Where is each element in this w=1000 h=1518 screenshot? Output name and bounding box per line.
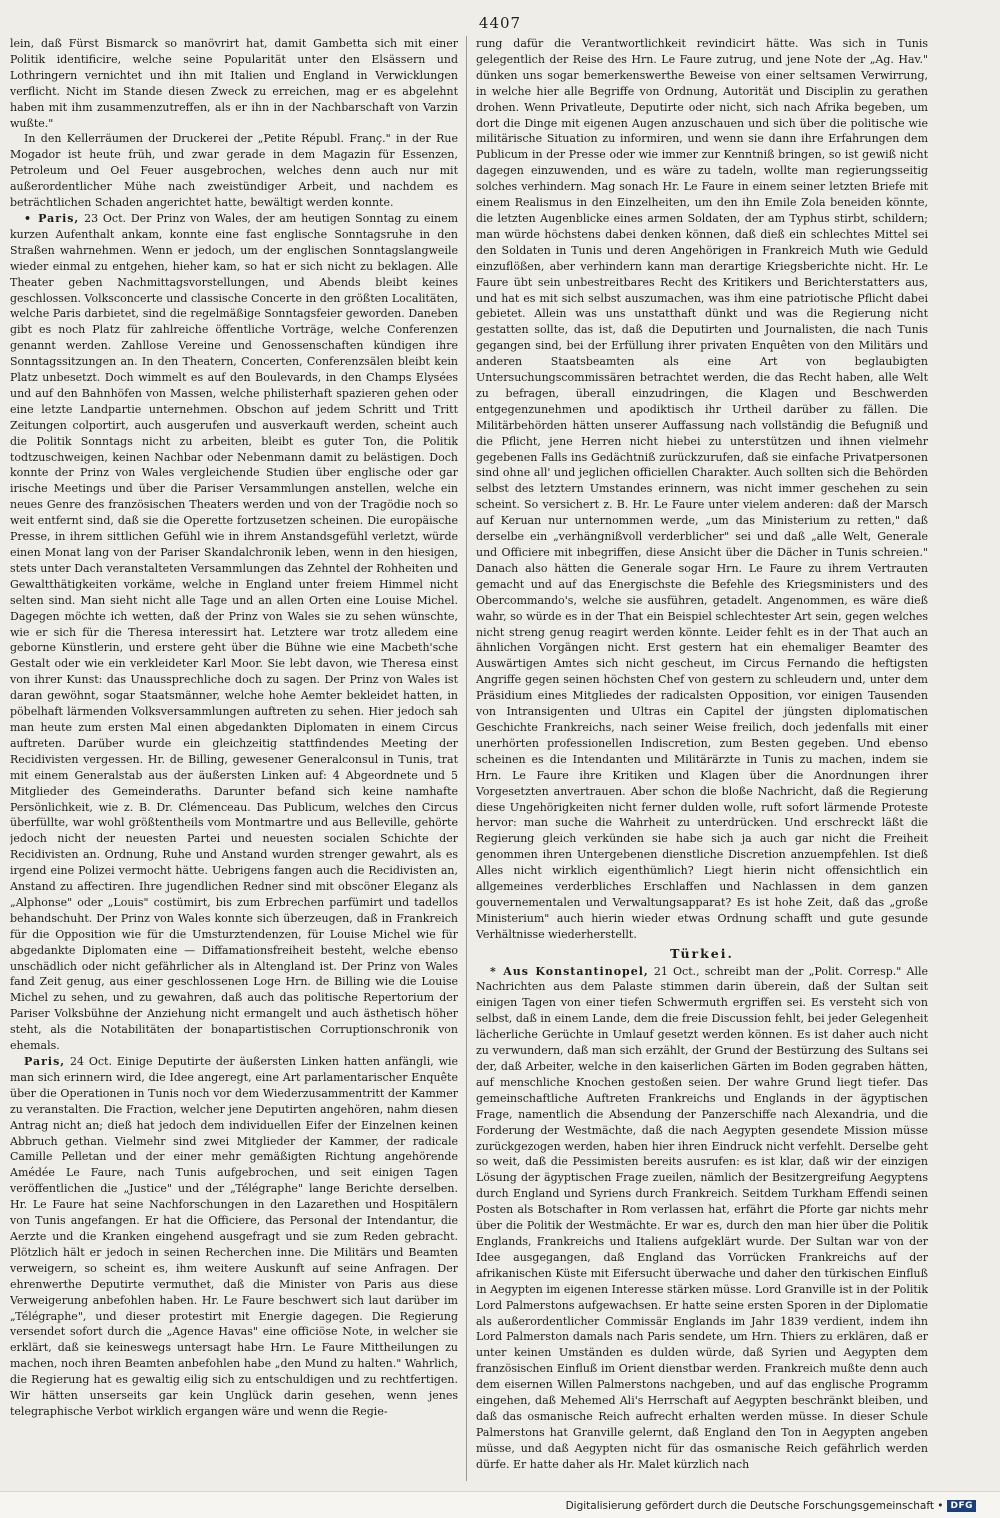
dfg-logo-icon: DFG xyxy=(947,1500,976,1512)
article-bismarck-continuation: lein, daß Fürst Bismarck so manövrirt hat, damit Gambetta sich mit einer Politik identificire, welche seine Popularität unter den Elsässern und Lothringern vernichtet und ihn mit Italien und England in Verwicklungen verflicht. Nicht im Stande diesen Zweck zu erreichen, mag er es abgelehnt haben mit ihm zusammenzutreffen, als er ihn in der Nachbarschaft von Varzin wußte." xyxy=(10,37,458,130)
dateline-place: • Paris, xyxy=(24,211,80,225)
left-column xyxy=(10,36,458,1488)
article-printing-house-fire: In den Kellerräumen der Druckerei der „Petite Républ. Franç." in der Rue Mogador ist heute früh, und zwar gerade in dem Magazin für Essenzen, Petroleum und Oel Feuer ausgebrochen, welches denn auch nur mit außerordentlicher Mühe nach zweistündiger Arbeit, und nachdem es beträchtlichen Schaden angerichtet hatte, bewältigt werden konnte. xyxy=(10,132,458,210)
dateline-place: Paris, xyxy=(24,1055,66,1068)
footer-credit-text: Digitalisierung gefördert durch die Deutsche Forschungsgemeinschaft • xyxy=(565,1500,944,1512)
page-number: 4407 xyxy=(478,14,522,32)
dateline-date: 23 Oct. xyxy=(84,211,126,225)
article-paris-24-oct xyxy=(10,1054,458,1420)
article-body: 21 Oct., schreibt man der „Polit. Corresp." Alle Nachrichten aus dem Palaste stimmen darin überein, daß der Sultan seit einigen Tagen von einer tiefen Schwermuth ergriffen sei. Es versteht sich von selbst, daß in einem Lande, dem die freie Discussion fehlt, bei jeder Gelegenheit lächerliche Gerüchte in Umlauf gesetzt werden können. Es ist daher auch nicht zu verwundern, daß man sich erzählt, der Grund der Bestürzung des Sultans sei der, daß Arbeiter, welche in den kaiserlichen Gärten im Boden gegraben hätten, auf menschliche Knochen gestoßen seien. Der wahre Grund liegt tiefer. Das gemeinschaftliche Auftreten Frankreichs und Englands in der ägyptischen Frage, namentlich die Absendung der Panzerschiffe nach Alexandria, und die Forderung der Westmächte, daß die nach Aegypten gesendete Mission müsse zurückgezogen werden, haben hier ihren Eindruck nicht verfehlt. Derselbe geht so weit, daß die Pessimisten bereits ausrufen: es ist klar, daß wir der einzigen Lösung der ägyptischen Frage zueilen, nämlich der Besitzergreifung Aegyptens durch England und Syriens durch Frankreich. Seitdem Turkham Effendi seinen Posten als Botschafter in Rom verlassen hat, erfährt die Pforte gar nichts mehr über die Politik der Westmächte. Er war es, durch den man hier über die Politik Englands, Frankreichs und Italiens aufgeklärt wurde. Der Sultan war von der Idee ausgegangen, daß England das Vorrücken Frankreichs auf der afrikanischen Küste mit Eifersucht überwache und daher den türkischen Einfluß in Aegypten im eigenen Interesse stärken müsse. Lord Granville ist in der Politik Lord Palmerstons aufgewachsen. Er hatte seine ersten Sporen in der Diplomatie als außerordentlicher Commissär Englands im Jahr 1839 verdient, indem ihn Lord Palmerston damals nach Paris sendete, um Hrn. Thiers zu erklären, daß er unter keinen Umständen es dulden würde, daß Syrien und Aegypten dem französischen Einfluß im Orient dienstbar werden. Frankreich mußte denn auch dem eisernen Willen Palmerstons nachgeben, und auf das englische Programm eingehen, daß Mehemed Ali's Herrschaft auf Aegypten beschränkt bleiben, und daß das osmanische Reich aufrecht erhalten werden müsse. In dieser Schule Palmerstons hat Granville gelernt, daß England den Ton in Aegypten angeben müsse, und daß Aegypten nicht für das osmanische Reich gefährlich werden dürfe. Er hatte daher als Hr. Malet kürzlich nach xyxy=(476,964,928,1471)
article-konstantinopel xyxy=(476,964,928,1473)
section-heading-tuerkei: Türkei. xyxy=(670,945,734,961)
dateline-place: * Aus Konstantinopel, xyxy=(490,964,649,978)
article-body: Einige Deputirte der äußersten Linken hatten anfängli, wie man sich erinnern wird, die Idee angeregt, eine Art parlamentarischer Enquête über die Operationen in Tunis noch vor dem Wiederzusammentritt der Kammer zu veranstalten. Die Fraction, welcher jene Deputirten angehören, nahm diesen Antrag nicht an; dieß hat jedoch dem individuellen Eifer der Einzelnen keinen Abbruch gethan. Vielmehr sind zwei Mitglieder der Kammer, der radicale Camille Pelletan und der einer mehr gemäßigten Richtung angehörende Amédée Le Faure, nach Tunis aufgebrochen, und seit einigen Tagen veröffentlichen die „Justice" und der „Télégraphe" lange Berichte derselben. Hr. Le Faure hat seine Nachforschungen in den Lazarethen und Hospitälern von Tunis angefangen. Er hat die Officiere, das Personal der Intendantur, die Aerzte und die Kranken eingehend ausgefragt und sie zum Reden gebracht. Plötzlich hält er jedoch in seinen Recherchen inne. Die Militärs und Beamten verweigern, so scheint es, ihm weitere Auskunft auf seine Anfragen. Der ehrenwerthe Deputirte vermuthet, daß die Minister von Paris aus diese Verweigerung anbefohlen haben. Hr. Le Faure beschwert sich laut darüber im „Télégraphe", und dieser protestirt mit Energie dagegen. Die Regierung versendet sofort durch die „Agence Havas" eine officiöse Note, in welcher sie erklärt, daß sie keineswegs untersagt habe Hrn. Le Faure Mittheilungen zu machen, noch ihren Beamten anbefohlen habe „den Mund zu halten." Wahrlich, die Regierung hat es gewaltig eilig sich zu entschuldigen und zu rechtfertigen. Wir hätten unserseits gar kein Unglück darin gesehen, wenn jenes telegraphische Verbot wirklich ergangen wäre und wenn die Regie- xyxy=(10,1055,458,1418)
article-paris-continuation: rung dafür die Verantwortlichkeit revindicirt hätte. Was sich in Tunis gelegentlich der Reise des Hrn. Le Faure zutrug, und jene Note der „Ag. Hav." dünken uns sogar bemerkenswerthe Beweise von einer seltsamen Verwirrung, in welche hier alle Begriffe von Ordnung, Autorität und Disciplin zu gerathen drohen. Wenn Privatleute, Deputirte oder nicht, sich nach Afrika begeben, um dort die Dinge mit eigenen Augen anzuschauen und sich über die politische wie militärische Situation zu informiren, und wenn sie dann ihre Erfahrungen dem Publicum in der Presse oder wie immer zur Kenntniß bringen, so ist gewiß nicht dagegen einzuwenden, und es wäre zu tadeln, wollte man regierungsseitig solches verhindern. Mag sonach Hr. Le Faure in einem seiner letzten Briefe mit einem Realismus in den Einzelheiten, um den ihn Emile Zola beneiden könnte, die letzten Augenblicke eines armen Soldaten, der am Typhus stirbt, schildern; man würde höchstens dabei denken können, daß dieß ein schlechtes Mittel sei den Soldaten in Tunis und deren Angehörigen in Frankreich Muth wie Geduld einzuflößen, aber verhindern kann man derartige Kriegsberichte nicht. Hr. Le Faure übt sein unbestreitbares Recht des Kritikers und Berichterstatters aus, und hat es mit sich selbst auszumachen, was ihm eine patriotische Pflicht dabei gebietet. Allein was uns unstatthaft dünkt und was die Regierung nicht gestatten sollte, das ist, daß die Deputirten und Journalisten, die nach Tunis gegangen sind, bei der Erfüllung ihrer privaten Enquêten von den Militärs und anderen Staatsbeamten als eine Art von beglaubigten Untersuchungscommissären betrachtet werden, die das Recht haben, alle Welt zu befragen, überall einzudringen, die Klagen und Beschwerden entgegenzunehmen und apodiktisch ihr Urtheil darüber zu fällen. Die Militärbehörden hätten unserer Auffassung nach vollständig die Befugniß und die Pflicht, jene Herren nicht hiebei zu unterstützen und ihnen vielmehr gegebenen Falls ins Gedächtniß zurückzurufen, daß sie einfache Privatpersonen sind ohne all' und jeglichen officiellen Charakter. Auch sollten sich die Behörden selbst des letztern Umstandes erinnern, was nicht immer geschehen zu sein scheint. So versichert z. B. Hr. Le Faure unter vielem anderen: daß der Marsch auf Keruan nur unternommen werde, „um das Ministerium zu retten," daß derselbe ein „verhängnißvoll verderblicher" sei und daß „alle Welt, Generale und Officiere mit inbegriffen, diese Ansicht über die Dächer in Tunis schreien." Danach also hätten die Generale sogar Hrn. Le Faure zu ihrem Vertrauten gemacht und auf das Energischste die Befehle des Kriegsministers und des Obercommando's, welche sie ausführen, getadelt. Angenommen, es wäre dieß wahr, so würde es in der That ein Beispiel schlechtester Art sein, gegen welches nicht streng genug reagirt werden könnte. Leider fehlt es in der That auch an ähnlichen Vorgängen nicht. Erst gestern hat ein ehemaliger Beamter des Auswärtigen Amtes sich nicht gescheut, im Circus Fernando die heftigsten Angriffe gegen seinen höchsten Chef von gestern zu schleudern und, unter dem Präsidium eines Mitgliedes der radicalsten Opposition, vor einigen Tausenden von Intransigenten und Ultras ein Capitel der jüngsten diplomatischen Geschichte Frankreichs, nach seiner Weise freilich, doch jedenfalls mit einer unerhörten professionellen Indiscretion, zum Besten gegeben. Und ebenso scheinen es die Intendanten und Militärärzte in Tunis zu machen, indem sie Hrn. Le Faure ihre Kritiken und Klagen über die Anordnungen ihrer Vorgesetzten anvertrauen. Aber schon die bloße Nachricht, daß die Regierung diese Ungehörigkeiten nicht ferner dulden wolle, ruft sofort lärmende Proteste hervor: man suche die Wahrheit zu unterdrücken. Und erschreckt läßt die Regierung gleich verkünden sie habe sich ja auch gar nicht die Freiheit genommen ihren Untergebenen dienstliche Discretion anzuempfehlen. Ist dieß Alles nicht wirklich eigenthümlich? Liegt hierin nicht offensichtlich ein allgemeines verderbliches Erschlaffen und Nachlassen in dem ganzen gouvernementalen und Verwaltungsapparat? Es ist hohe Zeit, daß das „große Ministerium" auch hierin wieder etwas Ordnung schafft und gute gesunde Verhältnisse wiederherstellt. xyxy=(476,37,928,941)
footer-credit xyxy=(566,1500,976,1512)
article-body: Der Prinz von Wales, der am heutigen Sonntag zu einem kurzen Aufenthalt ankam, konnte eine fast englische Sonntagsruhe in den Straßen wahrnehmen. Wenn er jedoch, um der englischen Sonntagslangweile wieder einmal zu entgehen, hieher kam, so hat er sich nicht zu beklagen. Alle Theater geben Nachmittagsvorstellungen, und Abends bleibt keines geschlossen. Volksconcerte und classische Concerte in den größten Localitäten, welche Paris darbietet, sind die regelmäßige Sonntagsfeier geworden. Daneben gibt es noch Platz für zahlreiche öffentliche Vorträge, welche Conferenzen genannt werden. Zahllose Vereine und Genossenschaften kündigen ihre Sonntagssitzungen an. In den Theatern, Concerten, Conferenzsälen bleibt kein Platz unbesetzt. Doch wimmelt es auf den Boulevards, in den Champs Elysées und auf den Bahnhöfen von Massen, welche philisterhaft spazieren gehen oder eine letzte Landpartie unternehmen. Obschon auf jedem Schritt und Tritt Zeitungen colportirt, auch ausgerufen und ausverkauft werden, scheint auch die Politik Sonntags nicht zu arbeiten, bleibt es guter Ton, die Politik todtzuschweigen, keinen Nachbar oder Nebenmann damit zu belästigen. Doch konnte der Prinz von Wales vergleichende Studien über englische oder gar irische Meetings und über die Pariser Versammlungen anstellen, welche ein neues Genre des französischen Theaters werden und von der Tragödie noch so weit entfernt sind, daß sie die Operette fortzusetzen scheinen. Die europäische Presse, in ihrem sittlichen Gefühl wie in ihrem Anstandsgefühl verletzt, würde einen Monat lang von der Pariser Skandalchronik leben, wenn in den hiesigen, stets unter Dach veranstalteten Versammlungen das Zehntel der Rohheiten und Gewaltthätigkeiten vorkäme, welche in England unter freiem Himmel nicht selten sind. Man sieht nicht alle Tage und an allen Orten eine Louise Michel. Dagegen möchte ich wetten, daß der Prinz von Wales sie zu sehen wünschte, wie er sich für die Theresa interessirt hat. Letztere war trotz alledem eine geborne Künstlerin, und erstere geht über die Bühne wie eine Macbeth'sche Gestalt oder wie ein verkleideter Karl Moor. Sie lebt davon, wie Theresa einst von ihrer Kunst: das Unaussprechliche doch zu sagen. Der Prinz von Wales ist daran gewöhnt, sogar Staatsmänner, welche hohe Aemter bekleidet hatten, in pöbelhaft lärmenden Volksversammlungen auftreten zu sehen. Hier jedoch sah man heute zum ersten Mal einen abgedankten Diplomaten in einem Circus auftreten. Darüber wurde ein gleichzeitig stattfindendes Meeting der Recidivisten vergessen. Hr. de Billing, gewesener Generalconsul in Tunis, trat mit einem Generalstab aus der äußersten Linken auf: 4 Abgeordnete und 5 Mitglieder des Gemeinderaths. Darunter befand sich keine namhafte Persönlichkeit, wie z. B. Dr. Clémenceau. Das Publicum, welches den Circus überfüllte, war wohl größtentheils vom Montmartre und aus Belleville, gehörte jedoch nicht der neuesten Partei und neuesten socialen Schichte der Recidivisten an. Ordnung, Ruhe und Anstand wurden strenger gewahrt, als es irgend eine Polizei vermocht hätte. Uebrigens fangen auch die Recidivisten an, Anstand zu affectiren. Ihre jugendlichen Redner sind mit obscöner Eleganz als „Alphonse" oder „Louis" costümirt, bis zum Erbrechen parfümirt und tadellos behandschuht. Der Prinz von Wales konnte sich überzeugen, daß in Frankreich für die Opposition wie für die Umsturztendenzen, für Louise Michel wie für abgedankte Diplomaten eine — Diffamationsfreiheit besteht, welche ebenso unschädlich oder nicht gefährlicher als in Altengland ist. Der Prinz von Wales fand Zeit genug, aus einer geschlossenen Loge Hrn. de Billing wie die Louise Michel zu sehen, und zu gewahren, daß auch das politische Repertorium der Pariser Volksbühne der Anziehung nicht ermangelt und auch ästhetisch höher steht, als die Notabilitäten der bonapartistischen Corruptionschronik von ehemals. xyxy=(10,211,458,1053)
dateline-date: 24 Oct. xyxy=(69,1055,112,1068)
article-paris-23-oct xyxy=(10,211,458,1054)
right-column xyxy=(476,36,928,1488)
column-divider xyxy=(466,36,467,1481)
